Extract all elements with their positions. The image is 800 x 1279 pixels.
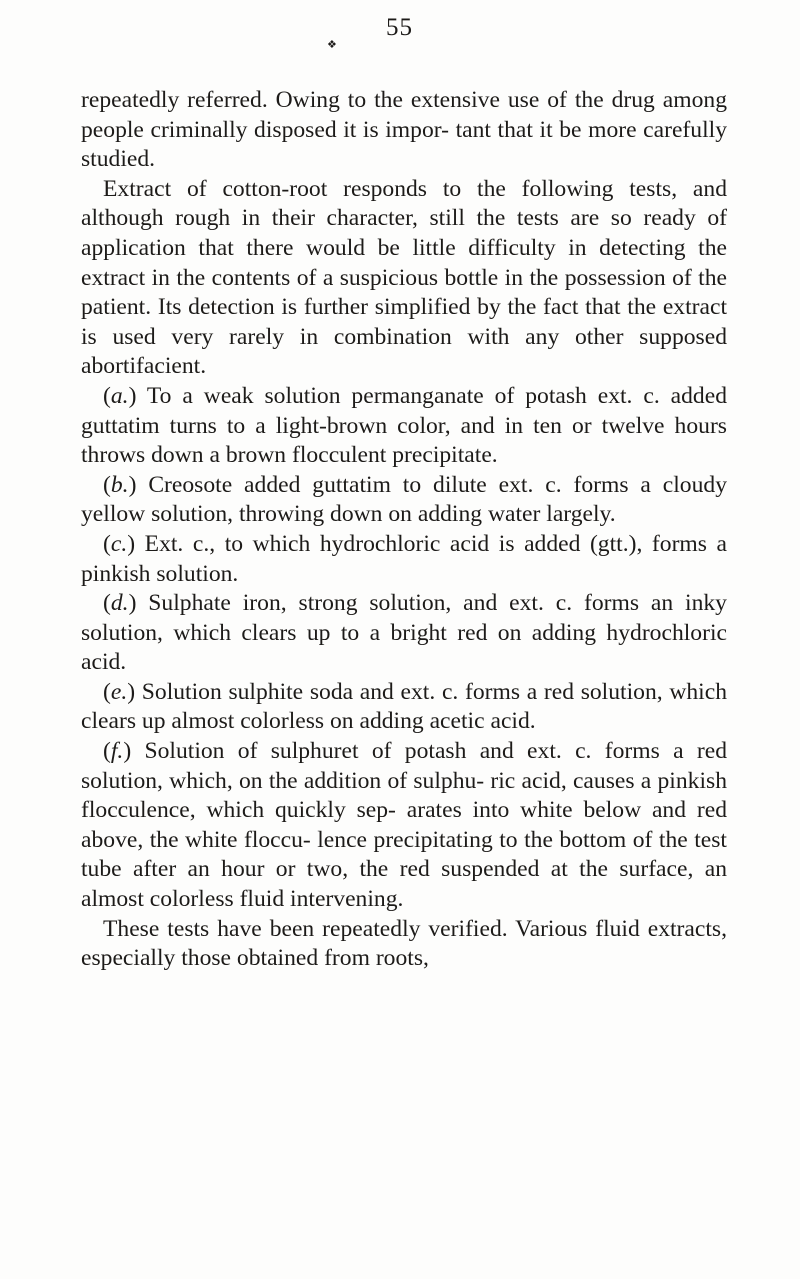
test-label: f. [110,738,124,765]
test-item-b: (b.) Creosote added guttatim to dilute ext. c. forms a cloudy yellow solution, throwing down on adding water largely. [81,471,727,528]
test-item-e: (e.) Solution sulphite soda and ext. c. forms a red solution, which clears up almost colorless on adding acetic acid. [81,678,727,735]
printer-mark: ❖ [327,39,337,51]
paragraph [81,915,727,974]
test-label: a. [110,382,129,409]
paragraph-text: To a weak solution permanganate of potash ext. c. added guttatim turns to a light-brown color, and in ten or twelve hours throws down a brown flocculent precipitate. [81,382,727,469]
test-label: d. [110,590,129,617]
paragraph-text: Ext. c., to which hydrochloric acid is added (gtt.), forms a pinkish solution. [81,530,727,587]
paragraph-text: These tests have been repeatedly verified. Various fluid extracts, especially those obtained from roots, [81,915,727,972]
test-label: b. [110,471,129,498]
paragraph-text: Extract of cotton-root responds to the following tests, and although rough in their character, still the tests are so ready of application that there would be little difficulty in detecting the extract in the contents of a suspicious bottle in the possession of the patient. Its detection is further simplified by the fact that the extract is used very rarely in combination with any other supposed abortifacient. [81,175,727,380]
paragraph-text: Solution sulphite soda and ext. c. forms a red solution, which clears up almost colorless on adding acetic acid. [81,678,727,735]
paragraph-text: Solution of sulphuret of potash and ext. c. forms a red solution, which, on the addition of sulphu- ric acid, causes a pinkish flocculence, which quickly sep- arates into white below and red above, the white floccu- lence precipitating to the bottom of the test tube after an hour or two, the red suspended at the surface, an almost colorless fluid intervening. [81,738,727,913]
paragraph [81,86,727,175]
paragraph-text: Creosote added guttatim to dilute ext. c. forms a cloudy yellow solution, throwing down on adding water largely. [81,471,727,528]
test-item-d: (d.) Sulphate iron, strong solution, and ext. c. forms an inky solution, which clears up to a bright red on adding hydrochloric acid. [81,590,727,676]
page-number: 55 [386,14,413,41]
body-text [81,86,727,974]
test-item-a: (a.) To a weak solution permanganate of potash ext. c. added guttatim turns to a light-brown color, and in ten or twelve hours throws down a brown flocculent precipitate. [81,382,727,469]
test-label: c. [110,530,128,557]
paragraph [81,175,727,382]
test-item-f: (f.) Solution of sulphuret of potash and ext. c. forms a red solution, which, on the addition of sulphu- ric acid, causes a pinkish flocculence, which quickly sep- arates into white below and red above, the white floccu- lence precipitating to the bottom of the test tube after an hour or two, the red suspended at the surface, an almost colorless fluid intervening. [81,738,727,913]
paragraph-text: Sulphate iron, strong solution, and ext. c. forms an inky solution, which clears up to a bright red on adding hydrochloric acid. [81,590,727,676]
paragraph-text: repeatedly referred. Owing to the extensive use of the drug among people criminally disposed it is impor- tant that it be more carefully studied. [81,87,727,173]
test-item-c: (c.) Ext. c., to which hydrochloric acid is added (gtt.), forms a pinkish solution. [81,530,727,587]
test-label: e. [110,678,128,705]
